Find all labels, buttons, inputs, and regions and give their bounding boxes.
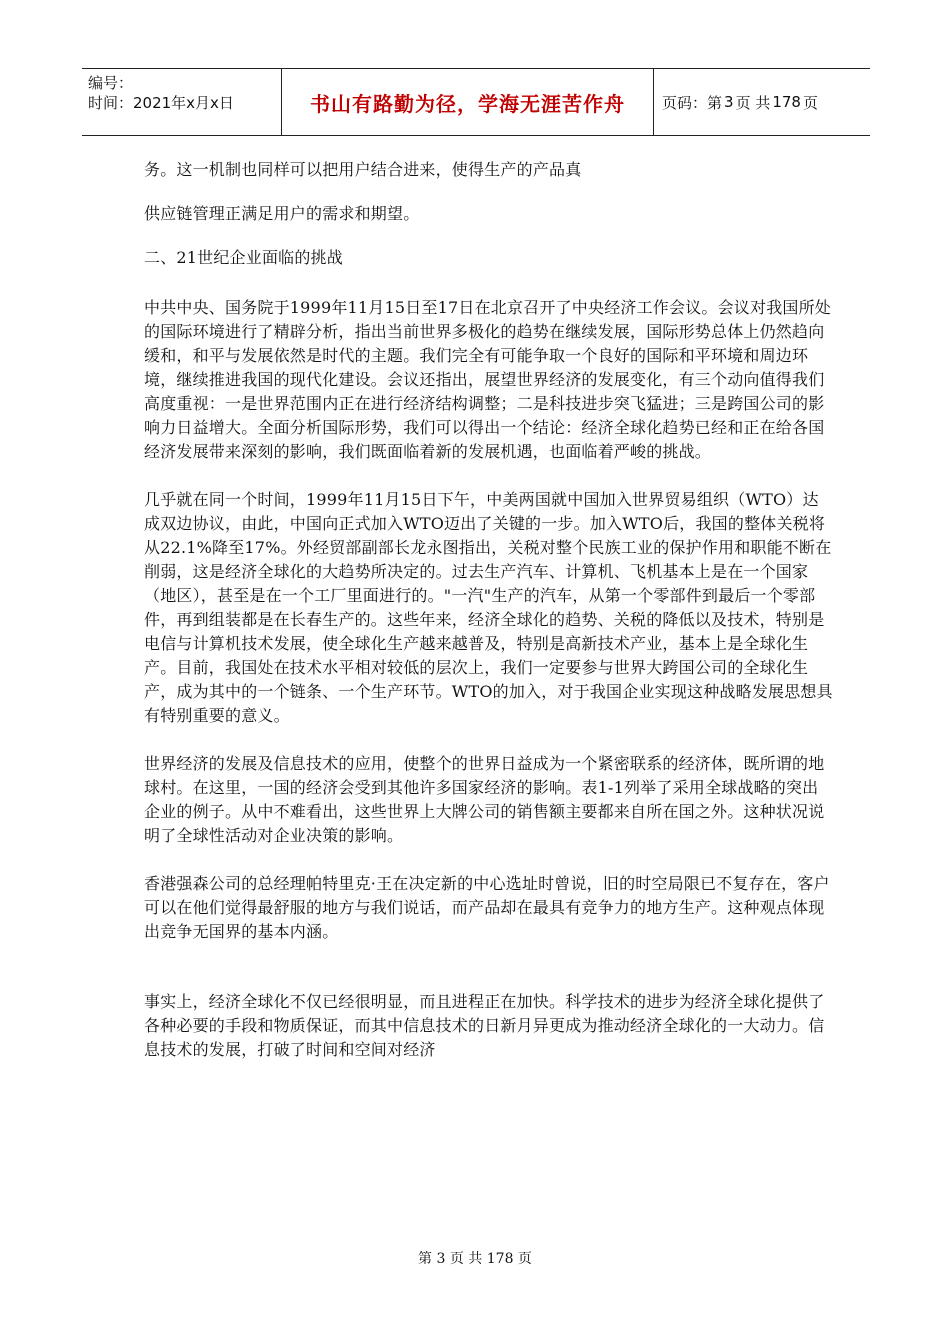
page-total: 178	[772, 93, 801, 111]
paragraph-1: 务。这一机制也同样可以把用户结合进来，使得生产的产品真	[144, 160, 582, 179]
page-end-label: 页	[802, 93, 818, 112]
page-footer: 第 3 页 共 178 页	[418, 1251, 532, 1267]
header-meta	[82, 69, 282, 135]
page-separator: 页 共	[735, 93, 771, 112]
document-body	[144, 158, 834, 1062]
paragraph-2: 供应链管理正满足用户的需求和期望。	[144, 204, 420, 223]
document-date-label: 时间：2021年x月x日	[88, 94, 234, 112]
paragraph-5: 几乎就在同一个时间，1999年11月15日下午，中美两国就中国加入世界贸易组织（WTO）达成双边协议，由此，中国向正式加入WTO迈出了关键的一步。加入WTO后，我国的整体关税将从22.1%降至17%。外经贸部副部长龙永图指出，关税对整个民族工业的保护作用和职能不断在削弱，这是经济全球化的大趋势所决定的。过去生产汽车、计算机、飞机基本上是在一个国家（地区），甚至是在一个工厂里面进行的。"一汽"生产的汽车，从第一个零部件到最后一个零部件，再到组装都是在长春生产的。这些年来，经济全球化的趋势、关税的降低以及技术，特别是电信与计算机技术发展，使全球化生产越来越普及，特别是高新技术产业，基本上是全球化生产。目前，我国处在技术水平相对较低的层次上，我们一定要参与世界大跨国公司的全球化生产，成为其中的一个链条、一个生产环节。WTO的加入，对于我国企业实现这种战略发展思想具有特别重要的意义。	[144, 490, 833, 725]
header-motto-cell	[282, 69, 654, 135]
header-page-info	[654, 69, 870, 135]
header-motto: 书山有路勤为径，学海无涯苦作舟	[310, 91, 625, 116]
section-heading: 二、21世纪企业面临的挑战	[144, 248, 343, 267]
page-label: 页码：第	[662, 93, 723, 112]
paragraph-7: 香港强森公司的总经理帕特里克·王在决定新的中心选址时曾说，旧的时空局限已不复存在，客户可以在他们觉得最舒服的地方与我们说话，而产品却在最具有竞争力的地方生产。这种观点体现出竞争无国界的基本内涵。	[144, 874, 830, 941]
paragraph-6: 世界经济的发展及信息技术的应用，使整个的世界日益成为一个紧密联系的经济体，既所谓的地球村。在这里，一国的经济会受到其他许多国家经济的影响。表1-1列举了采用全球战略的突出企业的例子。从中不难看出，这些世界上大牌公司的销售额主要都来自所在国之外。这种状况说明了全球性活动对企业决策的影响。	[144, 754, 825, 845]
paragraph-8: 事实上，经济全球化不仅已经很明显，而且进程正在加快。科学技术的进步为经济全球化提供了各种必要的手段和物质保证，而其中信息技术的日新月异更成为推动经济全球化的一大动力。信息技术的发展，打破了时间和空间对经济	[144, 992, 825, 1059]
paragraph-4: 中共中央、国务院于1999年11月15日至17日在北京召开了中央经济工作会议。会议对我国所处的国际环境进行了精辟分析，指出当前世界多极化的趋势在继续发展，国际形势总体上仍然趋向缓和，和平与发展依然是时代的主题。我们完全有可能争取一个良好的国际和平环境和周边环境，继续推进我国的现代化建设。会议还指出，展望世界经济的发展变化，有三个动向值得我们高度重视：一是世界范围内正在进行经济结构调整；二是科技进步突飞猛进；三是跨国公司的影响力日益增大。全面分析国际形势，我们可以得出一个结论：经济全球化趋势已经和正在给各国经济发展带来深刻的影响，我们既面临着新的发展机遇，也面临着严峻的挑战。	[144, 298, 831, 461]
document-number-label: 编号：	[88, 74, 134, 92]
page-header	[82, 68, 870, 136]
page-number: 3	[724, 93, 734, 111]
